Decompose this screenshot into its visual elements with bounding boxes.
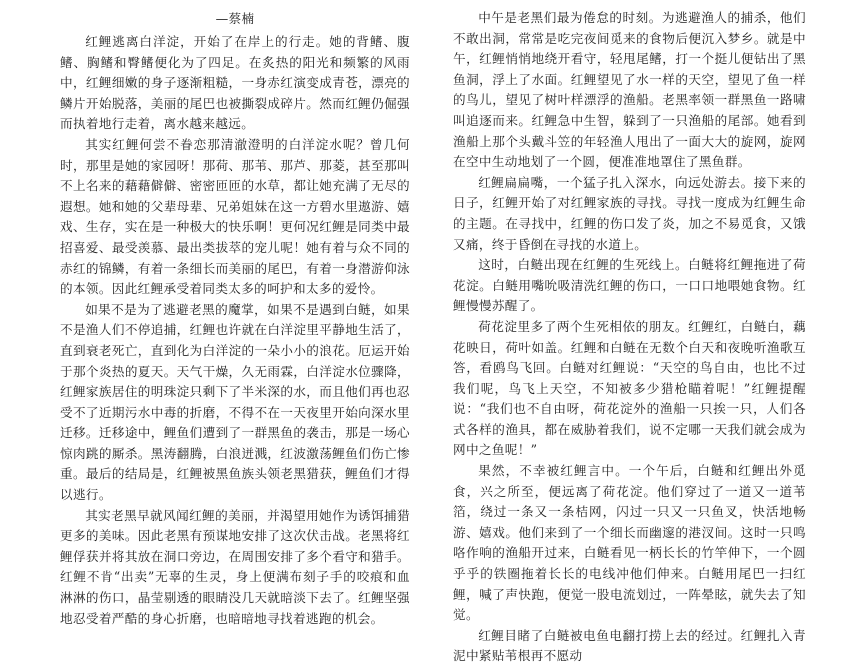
left-column — [60, 8, 410, 629]
paragraph: 果然，不幸被红鲤言中。一个午后，白鲢和红鲤出外觅食，兴之所至，便远离了荷花淀。他们穿过了一道又一道苇箔，绕过一条又一条桔网，闪过一只又一只鱼叉，快活地畅游、嬉戏。他们来到了一个细长而幽邃的港汊间。这时一只鸣咯作响的渔船开过来，白鲢看见一柄长长的竹竿伸下，一个圆乎乎的铁圈拖着长长的电线冲他们伸来。白鲢用尾巴一扫红鲤，喊了声快跑，便觉一股电流划过，一阵晕眩，就失去了知觉。 — [453, 463, 806, 623]
paragraph: 如果不是为了逃避老黑的魔掌，如果不是遇到白鲢，如果不是渔人们不停追捕，红鲤也许就在白洋淀里平静地生活了，直到衰老死亡，直到化为白洋淀的一朵小小的浪花。厄运开始于那个炎热的夏天。天气干燥，久无雨霖，白洋淀水位骤降，红鲤家族居住的明珠淀只剩下了半米深的水，而且他们再也忍受不了近期污水中毒的折磨，不得不在一天夜里开始向深水里迁移。迁移途中，鲤鱼们遭到了一群黑鱼的袭击，那是一场心惊肉跳的厮杀。黑涛翻腾，白浪迸溅，红波激荡鲤鱼们伤亡惨重。最后的结局是，红鲤被黑鱼族头领老黑猎获，鲤鱼们才得以逃行。 — [60, 301, 410, 503]
right-column — [453, 8, 806, 667]
paragraph: 其实红鲤何尝不眷恋那清澈澄明的白洋淀水呢？曾几何时，那里是她的家园呀！那荷、那苇、那芦、那菱，甚至那叫不上名来的藉藉僻僻、密密匝匝的水草，都让她充满了无尽的遐想。她和她的父辈母辈、兄弟姐妹在这一方碧水里遨游、嬉戏、生存，实在是一种极大的快乐啊！更何况红鲤是同类中最招喜爱、最受羡慕、最出类拔萃的宠儿呢！她有着与众不同的赤红的锦鳞，有着一条细长而美丽的尾巴，有着一身潜游仰泳的本领。因此红鲤承受着同类太多的呵护和太多的爱怜。 — [60, 136, 410, 297]
paragraph: 荷花淀里多了两个生死相依的朋友。红鲤红，白鲢白，藕花映日，荷叶如盖。红鲤和白鲢在无数个白天和夜晚听渔歌互答，看鸥鸟飞回。白鲢对红鲤说：“天空的鸟自由，也比不过我们呢，鸟飞上天空，不知被多少猎枪瞄着呢！”红鲤提醒说：“我们也不自由呀，荷花淀外的渔船一只挨一只，人们各式各样的渔具，都在威胁着我们，说不定哪一天我们就会成为网中之鱼呢！” — [453, 318, 806, 458]
paragraph: 这时，白鲢出现在红鲤的生死线上。白鲢将红鲤拖进了荷花淀。白鲢用嘴吮吸清洗红鲤的伤口，一口口地喂她食物。红鲤慢慢苏醒了。 — [453, 257, 806, 314]
paragraph: 红鲤扁扁嘴，一个猛子扎入深水，向远处游去。接下来的日子，红鲤开始了对红鲤家族的寻找。寻找一度成为红鲤生命的主题。在寻找中，红鲤的伤口发了炎，加之不易觅食，又饿又痛，终于昏倒在寻找的水道上。 — [453, 174, 806, 252]
paragraph: 中午是老黑们最为倦怠的时刻。为逃避渔人的捕杀，他们不敢出洞，常常是吃完夜间觅来的食物后便沉入梦乡。就是中午，红鲤悄悄地绕开看守，轻甩尾鳍，打一个挺儿便钻出了黑鱼洞，浮上了水面。红鲤望见了水一样的天空，望见了鱼一样的鸟儿，望见了树叶样漂浮的渔船。老黑率领一群黑鱼一路啸叫追逐而来。红鲤急中生智，躲到了一只渔船的尾部。她看到渔船上那个头戴斗笠的年轻渔人甩出了一面大大的旋网，旋网在空中生动地划了一个圆，便准准地罩住了黑鱼群。 — [453, 10, 806, 170]
paragraph: 红鲤逃离白洋淀，开始了在岸上的行走。她的背鳍、腹鳍、胸鳍和臀鳍便化为了四足。在炙热的阳光和频繁的风雨中，红鲤细嫩的身子逐渐粗糙，一身赤红演变成青苍，漂亮的鳞片开始脱落，美丽的尾巴也被撕裂成碎片。然而红鲤仍倔强而执着地行走着，离水越来越远。 — [60, 34, 410, 132]
paragraph: 红鲤目睹了白鲢被电鱼电翻打捞上去的经过。红鲤扎入青泥中紧贴苇根再不愿动 — [453, 627, 806, 664]
paragraph: 其实老黑早就风闻红鲤的美丽，并渴望用她作为诱饵捕猎更多的美味。因此老黑有预谋地安排了这次伏击战。老黑将红鲤俘获并将其放在洞口旁边，在周围安排了多个看守和猎手。红鲤不肯“出卖”无辜的生灵，身上便满布刻子手的咬痕和血淋淋的伤口，晶莹剔透的眼睛没几天就暗淡下去了。红鲤坚强地忍受着严酷的身心折磨，也暗暗地寻找着逃跑的机会。 — [60, 507, 410, 626]
author-line: —蔡楠 — [215, 11, 255, 26]
